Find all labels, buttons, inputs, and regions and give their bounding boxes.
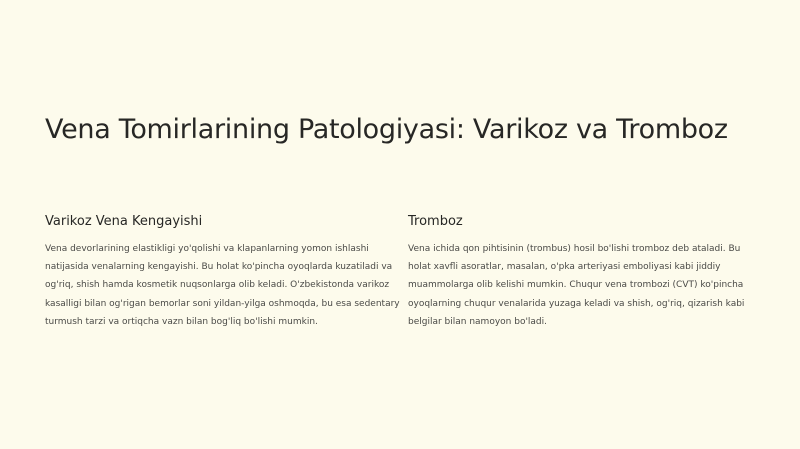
column-heading: Varikoz Vena Kengayishi (45, 214, 203, 229)
column-body-text: Vena devorlarining elastikligi yo'qolishi va klapanlarning yomon ishlashi natijasida venalarning kengayishi. Bu holat ko'pincha oyoqlarda kuzatiladi va og'riq, shish hamda kosmetik nuqsonlarga olib keladi. O'zbekistonda varikoz kasalligi bilan og'rigan bemorlar soni yildan-yilga oshmoqda, bu esa sedentary turmush tarzi va ortiqcha vazn bilan bog'liq bo'lishi mumkin. (45, 244, 400, 327)
column-thrombosis (408, 213, 764, 331)
column-varicose (45, 213, 405, 331)
column-heading: Tromboz (408, 214, 463, 229)
column-body-text: Vena ichida qon pihtisinin (trombus) hosil bo'lishi tromboz deb ataladi. Bu holat xavfli asoratlar, masalan, o'pka arteriyasi emboliyasi kabi jiddiy muammolarga olib kelishi mumkin. Chuqur vena trombozi (CVT) ko'pincha oyoqlarning chuqur venalarida yuzaga keladi va shish, og'riq, qizarish kabi belgilar bilan namoyon bo'ladi. (408, 244, 745, 327)
slide-title: Vena Tomirlarining Patologiyasi: Varikoz va Tromboz (45, 114, 728, 145)
